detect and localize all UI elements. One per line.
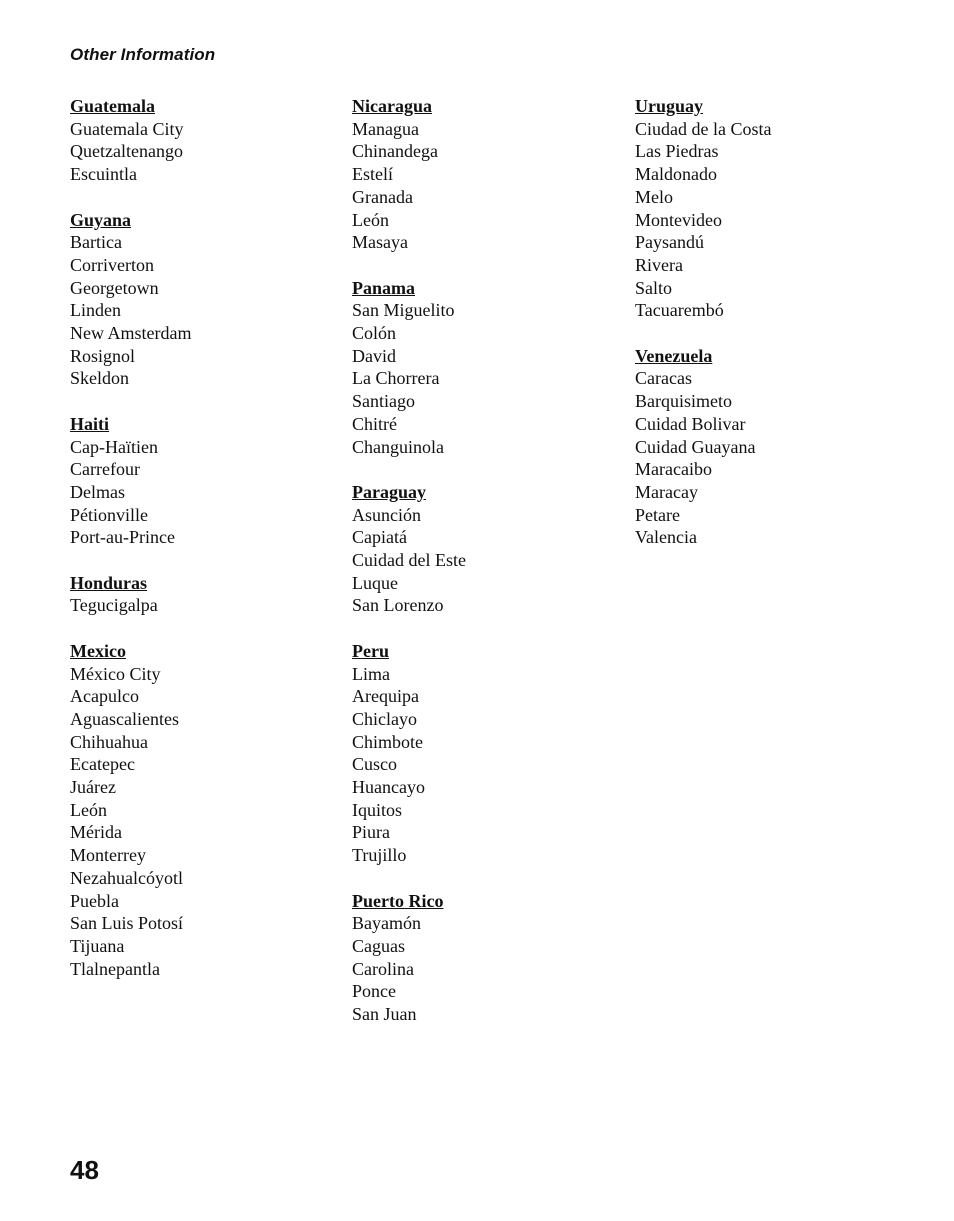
city-item: Masaya — [352, 232, 408, 253]
country-block — [70, 209, 191, 391]
city-item: Port-au-Prince — [70, 527, 175, 548]
city-item: Caracas — [635, 368, 692, 389]
city-item: Bartica — [70, 232, 122, 253]
country-heading: Haiti — [70, 413, 109, 434]
city-item: Granada — [352, 186, 413, 207]
column-2 — [352, 95, 466, 1048]
city-item: Monterrey — [70, 845, 146, 866]
country-heading: Panama — [352, 277, 415, 298]
country-block — [70, 95, 191, 186]
city-item: Tlalnepantla — [70, 958, 160, 979]
city-item: Iquitos — [352, 799, 403, 820]
city-item: Huancayo — [352, 777, 425, 798]
city-item: Caguas — [352, 935, 405, 956]
city-item: Aguascalientes — [70, 708, 179, 729]
city-item: Pétionville — [70, 504, 148, 525]
country-heading: Mexico — [70, 640, 126, 661]
city-item: San Juan — [352, 1004, 417, 1025]
city-item: León — [70, 799, 107, 820]
section-header: Other Information — [70, 45, 216, 64]
city-item: New Amsterdam — [70, 323, 192, 344]
city-item: México City — [70, 663, 161, 684]
city-item: Tijuana — [70, 935, 125, 956]
city-item: Escuintla — [70, 164, 137, 185]
city-item: Tacuarembó — [635, 300, 724, 321]
city-item: David — [352, 345, 396, 366]
city-item: Skeldon — [70, 368, 130, 389]
city-item: Cuidad Guayana — [635, 436, 756, 457]
city-item: Piura — [352, 822, 390, 843]
city-item: Changuinola — [352, 436, 444, 457]
city-item: Corriverton — [70, 254, 154, 275]
city-item: Maldonado — [635, 164, 717, 185]
city-item: Cap-Haïtien — [70, 436, 158, 457]
city-item: Salto — [635, 277, 673, 298]
city-item: Bayamón — [352, 913, 421, 934]
country-heading: Uruguay — [635, 96, 704, 116]
city-item: Nezahualcóyotl — [70, 867, 183, 888]
country-heading: Guatemala — [70, 96, 155, 116]
city-item: Capiatá — [352, 527, 407, 548]
city-item: Chinandega — [352, 141, 438, 162]
city-item: Barquisimeto — [635, 391, 732, 412]
country-block — [352, 95, 466, 254]
city-item: San Luis Potosí — [70, 913, 184, 934]
city-item: Tegucigalpa — [70, 595, 158, 616]
country-heading: Paraguay — [352, 481, 426, 502]
city-item: Asunción — [352, 504, 421, 525]
country-block — [352, 277, 466, 459]
city-item: Estelí — [352, 164, 393, 185]
city-item: Chiclayo — [352, 708, 417, 729]
city-item: Rosignol — [70, 345, 136, 366]
country-block — [352, 640, 466, 867]
city-item: Ciudad de la Costa — [635, 118, 772, 139]
city-item: Chitré — [352, 413, 397, 434]
city-item: Melo — [635, 186, 673, 207]
city-item: Santiago — [352, 391, 415, 412]
country-heading: Puerto Rico — [352, 890, 444, 911]
city-item: Paysandú — [635, 232, 704, 253]
country-heading: Guyana — [70, 209, 132, 230]
country-block — [352, 481, 466, 617]
country-block — [352, 890, 466, 1026]
city-item: Trujillo — [352, 845, 407, 866]
city-item: Guatemala City — [70, 118, 184, 139]
city-item: Georgetown — [70, 277, 159, 298]
city-item: Las Piedras — [635, 141, 719, 162]
column-1 — [70, 95, 191, 1003]
city-item: Managua — [352, 118, 419, 139]
city-item: Cuidad del Este — [352, 550, 466, 571]
city-item: Delmas — [70, 481, 125, 502]
country-block — [70, 572, 191, 617]
city-item: Juárez — [70, 777, 116, 798]
city-item: Mérida — [70, 822, 122, 843]
city-item: Ponce — [352, 981, 396, 1002]
city-item: Chimbote — [352, 731, 423, 752]
city-item: Colón — [352, 323, 397, 344]
country-block — [635, 345, 771, 549]
country-heading: Peru — [352, 640, 389, 661]
page-number: 48 — [70, 1155, 99, 1185]
city-item: Ecatepec — [70, 754, 135, 775]
country-block — [70, 640, 191, 981]
city-item: Linden — [70, 300, 121, 321]
city-item: Valencia — [635, 527, 697, 548]
city-item: San Lorenzo — [352, 595, 444, 616]
city-item: Cuidad Bolivar — [635, 413, 746, 434]
city-item: Quetzaltenango — [70, 141, 183, 162]
city-item: Carolina — [352, 958, 414, 979]
city-item: San Miguelito — [352, 300, 455, 321]
city-item: Maracay — [635, 481, 698, 502]
city-item: Lima — [352, 663, 390, 684]
city-item: Acapulco — [70, 686, 139, 707]
city-item: Puebla — [70, 890, 119, 911]
column-3 — [635, 95, 771, 572]
city-item: Rivera — [635, 254, 683, 275]
country-block — [70, 413, 191, 549]
city-item: Chihuahua — [70, 731, 148, 752]
city-item: León — [352, 209, 389, 230]
country-heading: Honduras — [70, 572, 148, 593]
city-item: La Chorrera — [352, 368, 440, 389]
city-item: Maracaibo — [635, 459, 712, 480]
country-heading: Venezuela — [635, 345, 713, 366]
country-heading: Nicaragua — [352, 96, 432, 116]
city-item: Petare — [635, 504, 680, 525]
city-item: Carrefour — [70, 459, 140, 480]
country-block — [635, 95, 771, 322]
city-item: Montevideo — [635, 209, 722, 230]
city-item: Cusco — [352, 754, 397, 775]
city-item: Arequipa — [352, 686, 419, 707]
city-item: Luque — [352, 572, 398, 593]
